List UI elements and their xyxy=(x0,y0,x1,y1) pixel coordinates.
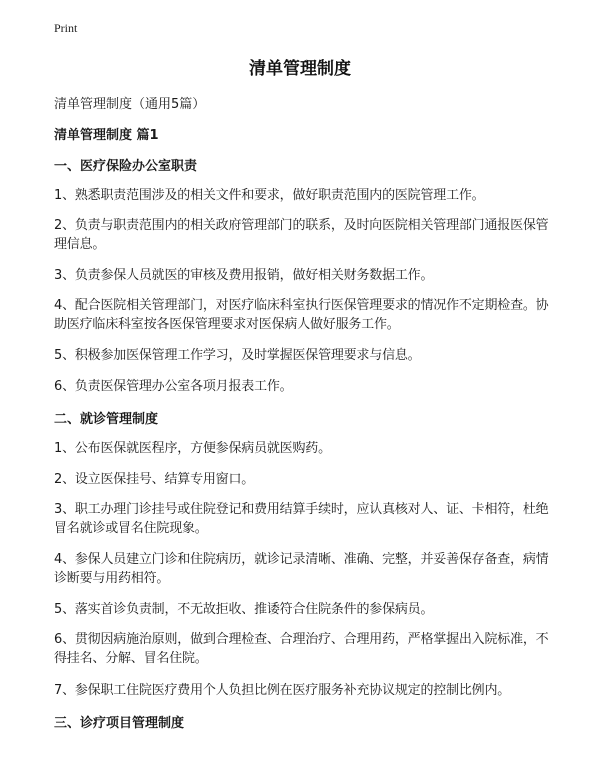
list-item: 5、落实首诊负责制，不无故拒收、推诿符合住院条件的参保病员。 xyxy=(54,602,434,617)
document-title: 清单管理制度 xyxy=(249,59,351,79)
list-item: 1、熟悉职责范围涉及的相关文件和要求，做好职责范围内的医院管理工作。 xyxy=(54,188,485,203)
section-heading-3: 三、诊疗项目管理制度 xyxy=(54,716,185,731)
document-subtitle: 清单管理制度（通用5篇） xyxy=(54,97,206,112)
list-item: 1、公布医保就医程序，方便参保病员就医购药。 xyxy=(54,441,331,456)
list-item: 3、职工办理门诊挂号或住院登记和费用结算手续时，应认真核对人、证、卡相符，杜绝冒名就诊或冒名住院现象。 xyxy=(54,502,549,536)
print-label: Print xyxy=(54,21,78,35)
list-item: 4、参保人员建立门诊和住院病历，就诊记录清晰、准确、完整，并妥善保存备查，病情诊断要与用药相符。 xyxy=(54,552,549,586)
list-item: 5、积极参加医保管理工作学习，及时掌握医保管理要求与信息。 xyxy=(54,348,421,363)
list-item: 6、负责医保管理办公室各项月报表工作。 xyxy=(54,379,293,394)
list-item: 7、参保职工住院医疗费用个人负担比例在医疗服务补充协议规定的控制比例内。 xyxy=(54,683,511,698)
section-heading-2: 二、就诊管理制度 xyxy=(54,412,159,427)
list-item: 2、设立医保挂号、结算专用窗口。 xyxy=(54,472,255,487)
list-item: 3、负责参保人员就医的审核及费用报销，做好相关财务数据工作。 xyxy=(54,268,434,283)
list-item: 4、配合医院相关管理部门，对医疗临床科室执行医保管理要求的情况作不定期检查。协助医疗临床科室按各医保管理要求对医保病人做好服务工作。 xyxy=(54,298,549,332)
list-item: 2、负责与职责范围内的相关政府管理部门的联系，及时向医院相关管理部门通报医保管理信息。 xyxy=(54,218,549,252)
section-heading-1: 一、医疗保险办公室职责 xyxy=(54,159,198,174)
list-item: 6、贯彻因病施治原则，做到合理检查、合理治疗、合理用药，严格掌握出入院标准，不得挂名、分解、冒名住院。 xyxy=(54,632,549,666)
piece-heading: 清单管理制度 篇1 xyxy=(54,128,159,143)
